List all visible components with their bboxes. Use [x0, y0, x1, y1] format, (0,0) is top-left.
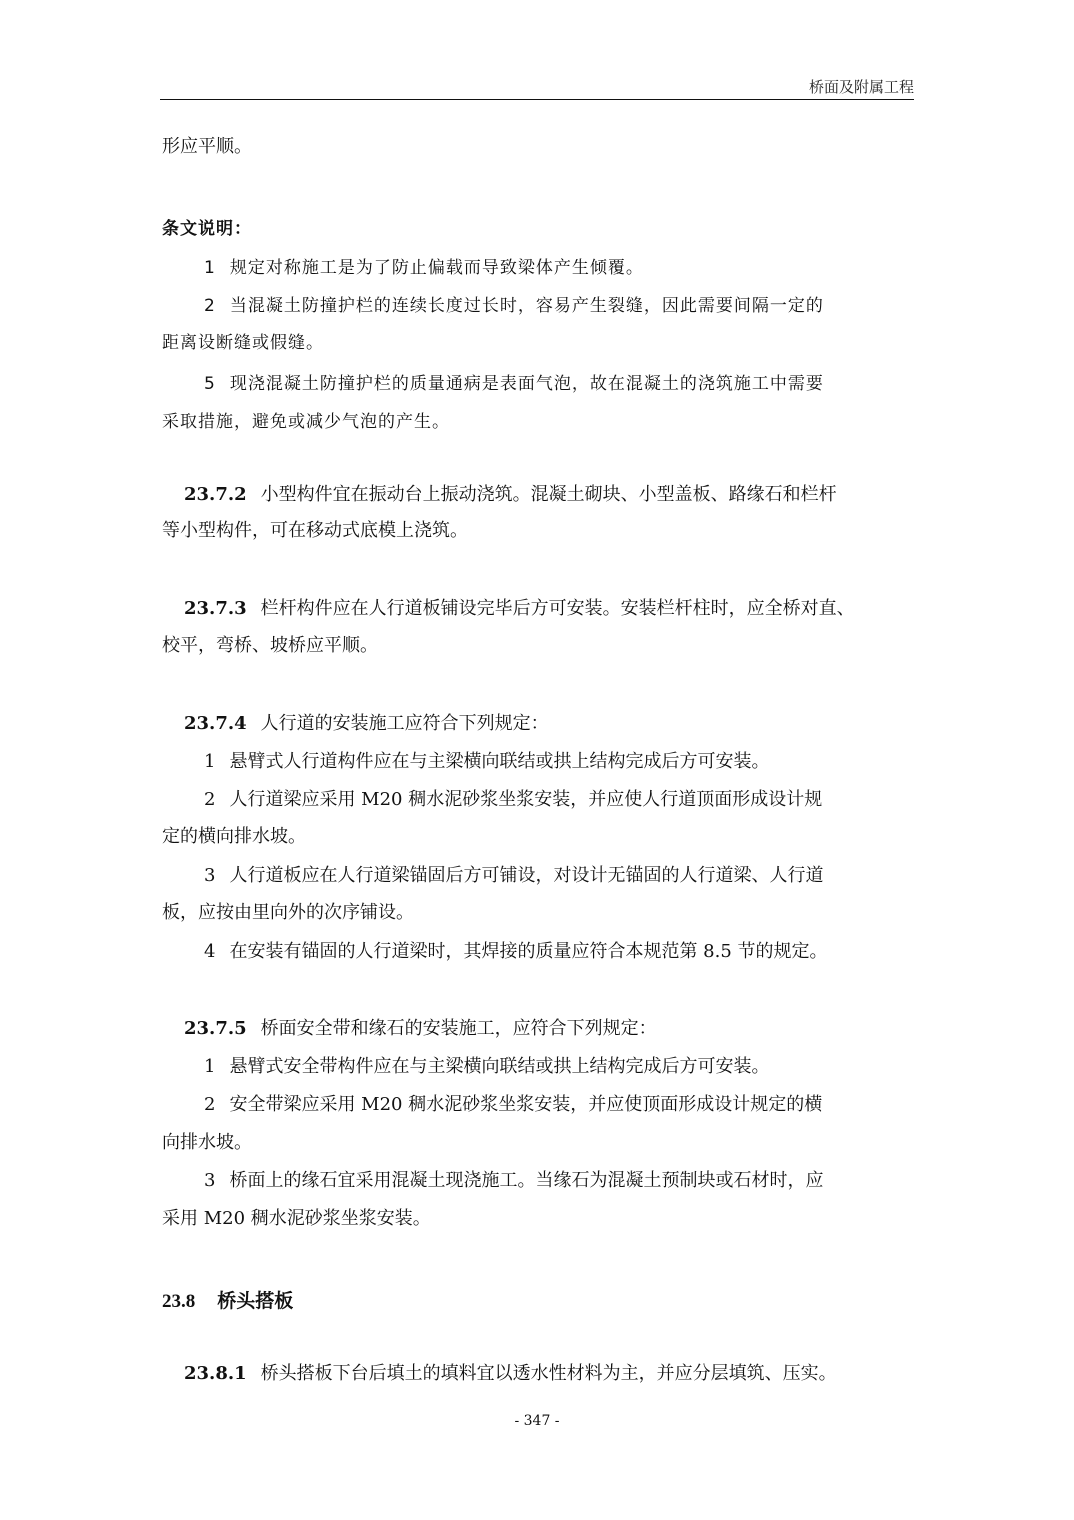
clause-23-8-1	[184, 1363, 837, 1385]
clause-number: 23.7.5	[184, 1018, 247, 1039]
item-number: 1	[204, 751, 216, 772]
item-text: 人行道板应在人行道梁锚固后方可铺设，对设计无锚固的人行道梁、人行道	[229, 865, 824, 886]
item-number: 4	[204, 941, 216, 962]
paragraph-line: 形应平顺。	[162, 136, 252, 157]
note-item-2-cont: 距离设断缝或假缝。	[162, 333, 324, 353]
clause-23-7-5-item-2-cont: 向排水坡。	[162, 1132, 252, 1153]
note-item-5	[204, 369, 824, 394]
item-text: 桥面上的缘石宜采用混凝土现浇施工。当缘石为混凝土预制块或石材时，应	[229, 1170, 824, 1191]
item-number: 2	[204, 1094, 216, 1115]
note-item-text: 当混凝土防撞护栏的连续长度过长时，容易产生裂缝，因此需要间隔一定的	[229, 296, 824, 316]
item-text: 悬臂式安全带构件应在与主梁横向联结或拱上结构完成后方可安装。	[229, 1056, 770, 1077]
item-number: 3	[204, 865, 216, 886]
running-header: 桥面及附属工程	[808, 78, 914, 96]
clause-23-7-5-item-1	[204, 1056, 769, 1078]
item-text: 悬臂式人行道构件应在与主梁横向联结或拱上结构完成后方可安装。	[229, 751, 770, 772]
item-number: 3	[204, 1170, 216, 1191]
item-text: 人行道梁应采用 M20 稠水泥砂浆坐浆安装，并应使人行道顶面形成设计规	[229, 789, 823, 810]
item-text: 安全带梁应采用 M20 稠水泥砂浆坐浆安装，并应使顶面形成设计规定的横	[229, 1094, 823, 1115]
section-heading-23-8	[162, 1286, 293, 1313]
clause-23-7-4-item-1	[204, 751, 769, 773]
note-item-2	[204, 291, 824, 316]
clause-23-7-2-cont: 等小型构件，可在移动式底模上浇筑。	[162, 520, 468, 541]
clause-23-7-5-item-3-cont: 采用 M20 稠水泥砂浆坐浆安装。	[162, 1208, 431, 1229]
page-number: - 347 -	[514, 1413, 560, 1429]
item-number: 1	[204, 1056, 216, 1077]
clause-text: 桥面安全带和缘石的安装施工，应符合下列规定：	[260, 1018, 657, 1039]
clause-number: 23.7.3	[184, 598, 247, 619]
clause-23-7-4	[184, 713, 549, 735]
note-item-number: 1	[204, 258, 216, 278]
section-title: 桥头搭板	[217, 1290, 294, 1312]
note-item-5-cont: 采取措施，避免或减少气泡的产生。	[162, 412, 450, 432]
note-item-number: 2	[204, 296, 216, 316]
clause-number: 23.7.2	[184, 484, 247, 505]
clause-text: 桥头搭板下台后填土的填料宜以透水性材料为主，并应分层填筑、压实。	[260, 1363, 837, 1384]
clause-23-7-2	[184, 484, 837, 506]
item-text: 在安装有锚固的人行道梁时，其焊接的质量应符合本规范第 8.5 节的规定。	[229, 941, 828, 962]
item-number: 2	[204, 789, 216, 810]
clause-23-7-4-item-3	[204, 865, 823, 887]
clause-text: 人行道的安装施工应符合下列规定：	[260, 713, 549, 734]
clause-23-7-5-item-3	[204, 1170, 823, 1192]
clause-23-7-4-item-4	[204, 941, 828, 963]
clause-23-7-5	[184, 1018, 657, 1040]
clause-text: 小型构件宜在振动台上振动浇筑。混凝土砌块、小型盖板、路缘石和栏杆	[260, 484, 837, 505]
note-item-number: 5	[204, 374, 216, 394]
note-title: 条文说明：	[162, 219, 252, 239]
clause-text: 栏杆构件应在人行道板铺设完毕后方可安装。安装栏杆柱时，应全桥对直、	[260, 598, 855, 619]
clause-number: 23.7.4	[184, 713, 247, 734]
clause-23-7-3-cont: 校平，弯桥、坡桥应平顺。	[162, 635, 378, 656]
note-item-1	[204, 253, 644, 278]
section-number: 23.8	[162, 1291, 196, 1312]
clause-23-7-4-item-2-cont: 定的横向排水坡。	[162, 826, 306, 847]
clause-23-7-4-item-3-cont: 板，应按由里向外的次序铺设。	[162, 902, 414, 923]
clause-23-7-4-item-2	[204, 789, 822, 811]
clause-23-7-5-item-2	[204, 1094, 822, 1116]
clause-number: 23.8.1	[184, 1363, 247, 1384]
note-item-text: 规定对称施工是为了防止偏载而导致梁体产生倾覆。	[229, 258, 644, 278]
header-rule	[160, 99, 914, 100]
note-item-text: 现浇混凝土防撞护栏的质量通病是表面气泡，故在混凝土的浇筑施工中需要	[229, 374, 824, 394]
clause-23-7-3	[184, 598, 855, 620]
